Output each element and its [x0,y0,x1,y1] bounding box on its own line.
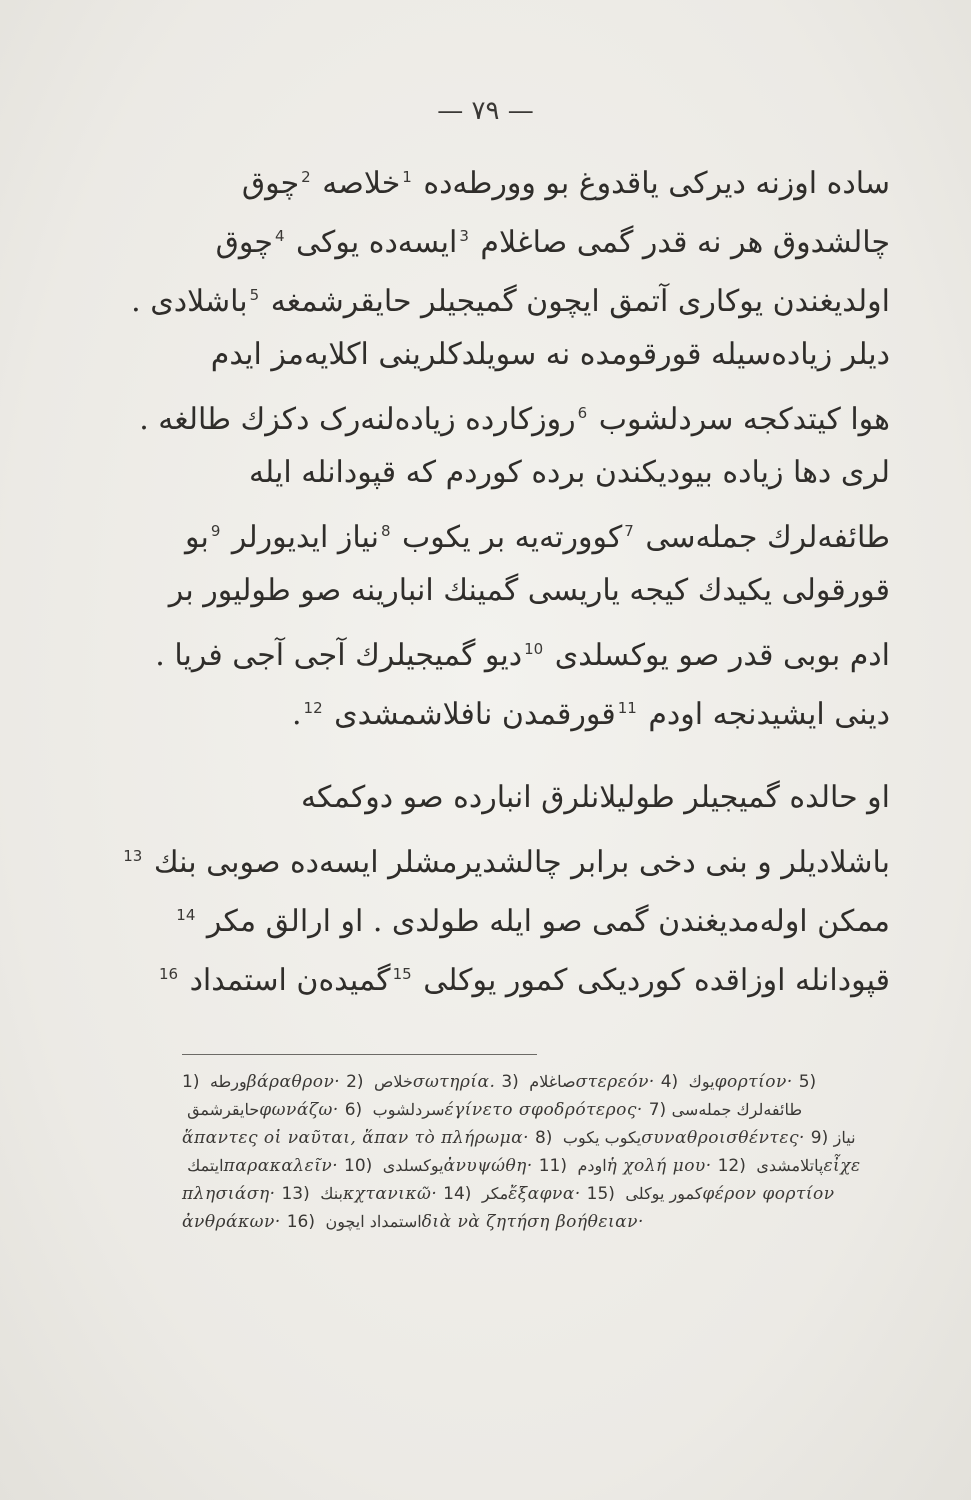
text-segment: روزکارده زیاده‌لنه‌رک دکزك طالغه . [139,402,576,437]
footnote-number: 16) [286,1212,321,1232]
text-line [170,561,890,620]
text-segment: چالشدوق هر نه قدر گمی صاغلام [470,225,890,260]
main-text [123,148,890,1004]
footnote-greek: ἀνυψώθη· [443,1156,539,1176]
text-segment: دینی ایشیدنجه اودم [638,697,890,732]
footnote-item [344,1156,539,1176]
text-line [131,266,890,325]
footnote-marker: 7 [624,522,634,540]
text-segment: او حالده گمیجیلر طولیلانلرق انبارده صو دوکمکه [300,780,890,815]
footnote-term: خلاص [368,1072,413,1091]
footnote-number: 8) [534,1128,558,1148]
footnote-term: کمور یوکلی [620,1184,703,1203]
text-segment: چوق [241,166,300,201]
text-line [139,384,890,443]
text-segment: باشلادی . [131,284,248,319]
footnote-item [501,1072,660,1092]
text-segment: نیاز ایدیورلر [222,520,379,555]
footnote-greek: κχτανικῶ· [343,1184,444,1204]
footnote-term: یکوب یکوب [557,1128,642,1147]
footnote-greek: στερεόν· [575,1072,661,1092]
text-line [158,945,890,1004]
footnote-item [281,1184,443,1204]
text-line [155,620,890,679]
footnote-greek: παρακαλεῖν· [223,1156,345,1176]
text-line [170,443,890,502]
footnote-greek: συναθροισθέντες· [641,1128,811,1148]
footnote-item [535,1128,811,1148]
footnote-term: صاغلام [524,1072,576,1091]
text-line [170,207,890,266]
text-segment: ادم بوبی قدر صو یوکسلدی [545,638,890,673]
footnote-marker: 3 [459,227,469,245]
text-segment: قپودانله اوزاقده کوردیکی کمور یوکلی [413,963,890,998]
footnote-number: 11) [538,1156,573,1176]
footnote-term: یوك [683,1072,715,1091]
footnote-term: اودم [572,1156,607,1175]
footnote-marker: 2 [301,168,311,186]
footnote-marker: 13 [123,847,143,865]
text-segment: خلاصه [312,166,401,201]
text-segment: کوورته‌یه بر یکوب [392,520,623,555]
footnote-item [287,1212,644,1232]
footnote-number: 1) [182,1072,205,1092]
footnote-greek: βάραθρον· [246,1072,347,1092]
footnote-greek: έγίνετο σφοδρότερος· [444,1100,649,1120]
footnote-greek: διὰ νὰ ζητήση βοήθειαν· [421,1212,644,1232]
footnote-greek: εἶχε πλησιάση· [182,1156,861,1204]
footnote-greek: σωτηρία. [412,1072,502,1092]
footnotes [182,1068,882,1236]
text-segment: هوا کیتدکجه سردلشوب [589,402,890,437]
footnote-term: طائفه‌لرك جمله‌سی [671,1100,803,1119]
footnote-rule [182,1054,537,1055]
text-line [170,148,890,207]
footnote-item [539,1156,718,1176]
footnote-term: مکر [476,1184,509,1203]
footnote-number: 15) [586,1184,621,1204]
text-segment: دیلر زیاده‌سیله قورقومده نه سویلدکلرینی اکلایه‌مز ایدم [210,337,890,372]
footnote-term: بنك [315,1184,344,1203]
footnote-marker: 16 [158,965,179,983]
footnote-item [443,1184,587,1204]
text-line [170,886,890,945]
footnote-greek: φορτίον· [714,1072,799,1092]
footnote-item [346,1072,501,1092]
text-segment: . [292,697,302,732]
text-segment: دیو گمیجیلرك آجی آجی فریا . [155,638,523,673]
page-number: — ٧٩ — [437,96,534,126]
footnote-term: ورطه [204,1072,247,1091]
text-segment: قورقولی یکیدك کیجه یاریسی گمینك انبارینه صو طولیور بر [168,573,890,608]
footnote-number: 6) [344,1100,368,1120]
footnote-greek: φέρον φορτίον ἀνθράκων· [182,1184,835,1232]
footnote-marker: 5 [249,286,260,304]
footnote-term: یوکسلدی [377,1156,444,1175]
text-segment: ممکن اوله‌مدیغندن گمی صو ایله طولدی . او ارالق مکر [197,904,890,939]
footnote-number: 7) [648,1100,672,1120]
footnote-term: سردلشوب [367,1100,445,1119]
footnote-marker: 15 [392,965,412,983]
footnote-marker: 14 [176,906,196,924]
footnote-number: 9) [810,1128,834,1148]
footnote-term: استمداد ایچون [320,1212,422,1231]
footnote-number: 10) [344,1156,378,1176]
text-segment: ساده اوزنه دیرکی یاقدوغ بو وورطه‌ده [413,166,890,201]
footnote-item [345,1100,649,1120]
footnote-number: 4) [660,1072,684,1092]
footnote-marker: 11 [617,699,637,717]
footnote-term: نیاز ایتمك [182,1128,856,1175]
footnote-marker: 8 [380,522,391,540]
text-line [170,768,890,827]
text-line [123,827,890,886]
footnote-marker: 10 [524,640,544,658]
footnote-greek: ἅπαντες οἱ ναῦται, ἅπαν τὸ πλήρωμα· [182,1128,535,1148]
footnote-marker: 6 [577,404,588,422]
footnote-number: 13) [281,1184,316,1204]
footnote-marker: 9 [210,522,221,540]
text-segment: قورقمدن نافلاشمشدی [324,697,616,732]
text-line [170,502,890,561]
footnote-greek: ἡ χολή μου· [606,1156,718,1176]
text-segment: گمیده‌ن استمداد [180,963,391,998]
footnote-number: 3) [501,1072,525,1092]
footnote-marker: 4 [274,227,285,245]
footnote-number: 14) [443,1184,477,1204]
footnote-greek: φωνάζω· [259,1100,345,1120]
text-segment: لری دها زیاده بیودیکندن برده کوردم که قپودانله ایله [248,455,890,490]
text-line [170,679,890,738]
footnote-number: 12) [717,1156,752,1176]
footnote-term: حایقرشمق [182,1100,260,1119]
text-segment: چوق [215,225,273,260]
text-segment: ایسه‌ده یوکی [286,225,458,260]
footnote-marker: 12 [303,699,323,717]
text-segment: طائفه‌لرك جمله‌سی [635,520,890,555]
footnote-number: 2) [346,1072,369,1092]
text-segment: بو [184,520,209,555]
footnote-item [661,1072,799,1092]
footnote-greek: ἔξαφνα· [508,1184,587,1204]
text-segment: اولدیغندن یوکاری آتمق ایچون گمیجیلر حایقرشمغه [261,284,890,319]
footnote-number: 5) [798,1072,817,1092]
footnote-term: پاتلامشدی [751,1156,824,1175]
text-segment: باشلادیلر و بنی دخی برابر چالشدیرمشلر ایسه‌ده صوبی بنك [144,845,890,880]
footnote-marker: 1 [402,168,412,186]
footnote-item [182,1072,346,1092]
text-line [170,325,890,384]
